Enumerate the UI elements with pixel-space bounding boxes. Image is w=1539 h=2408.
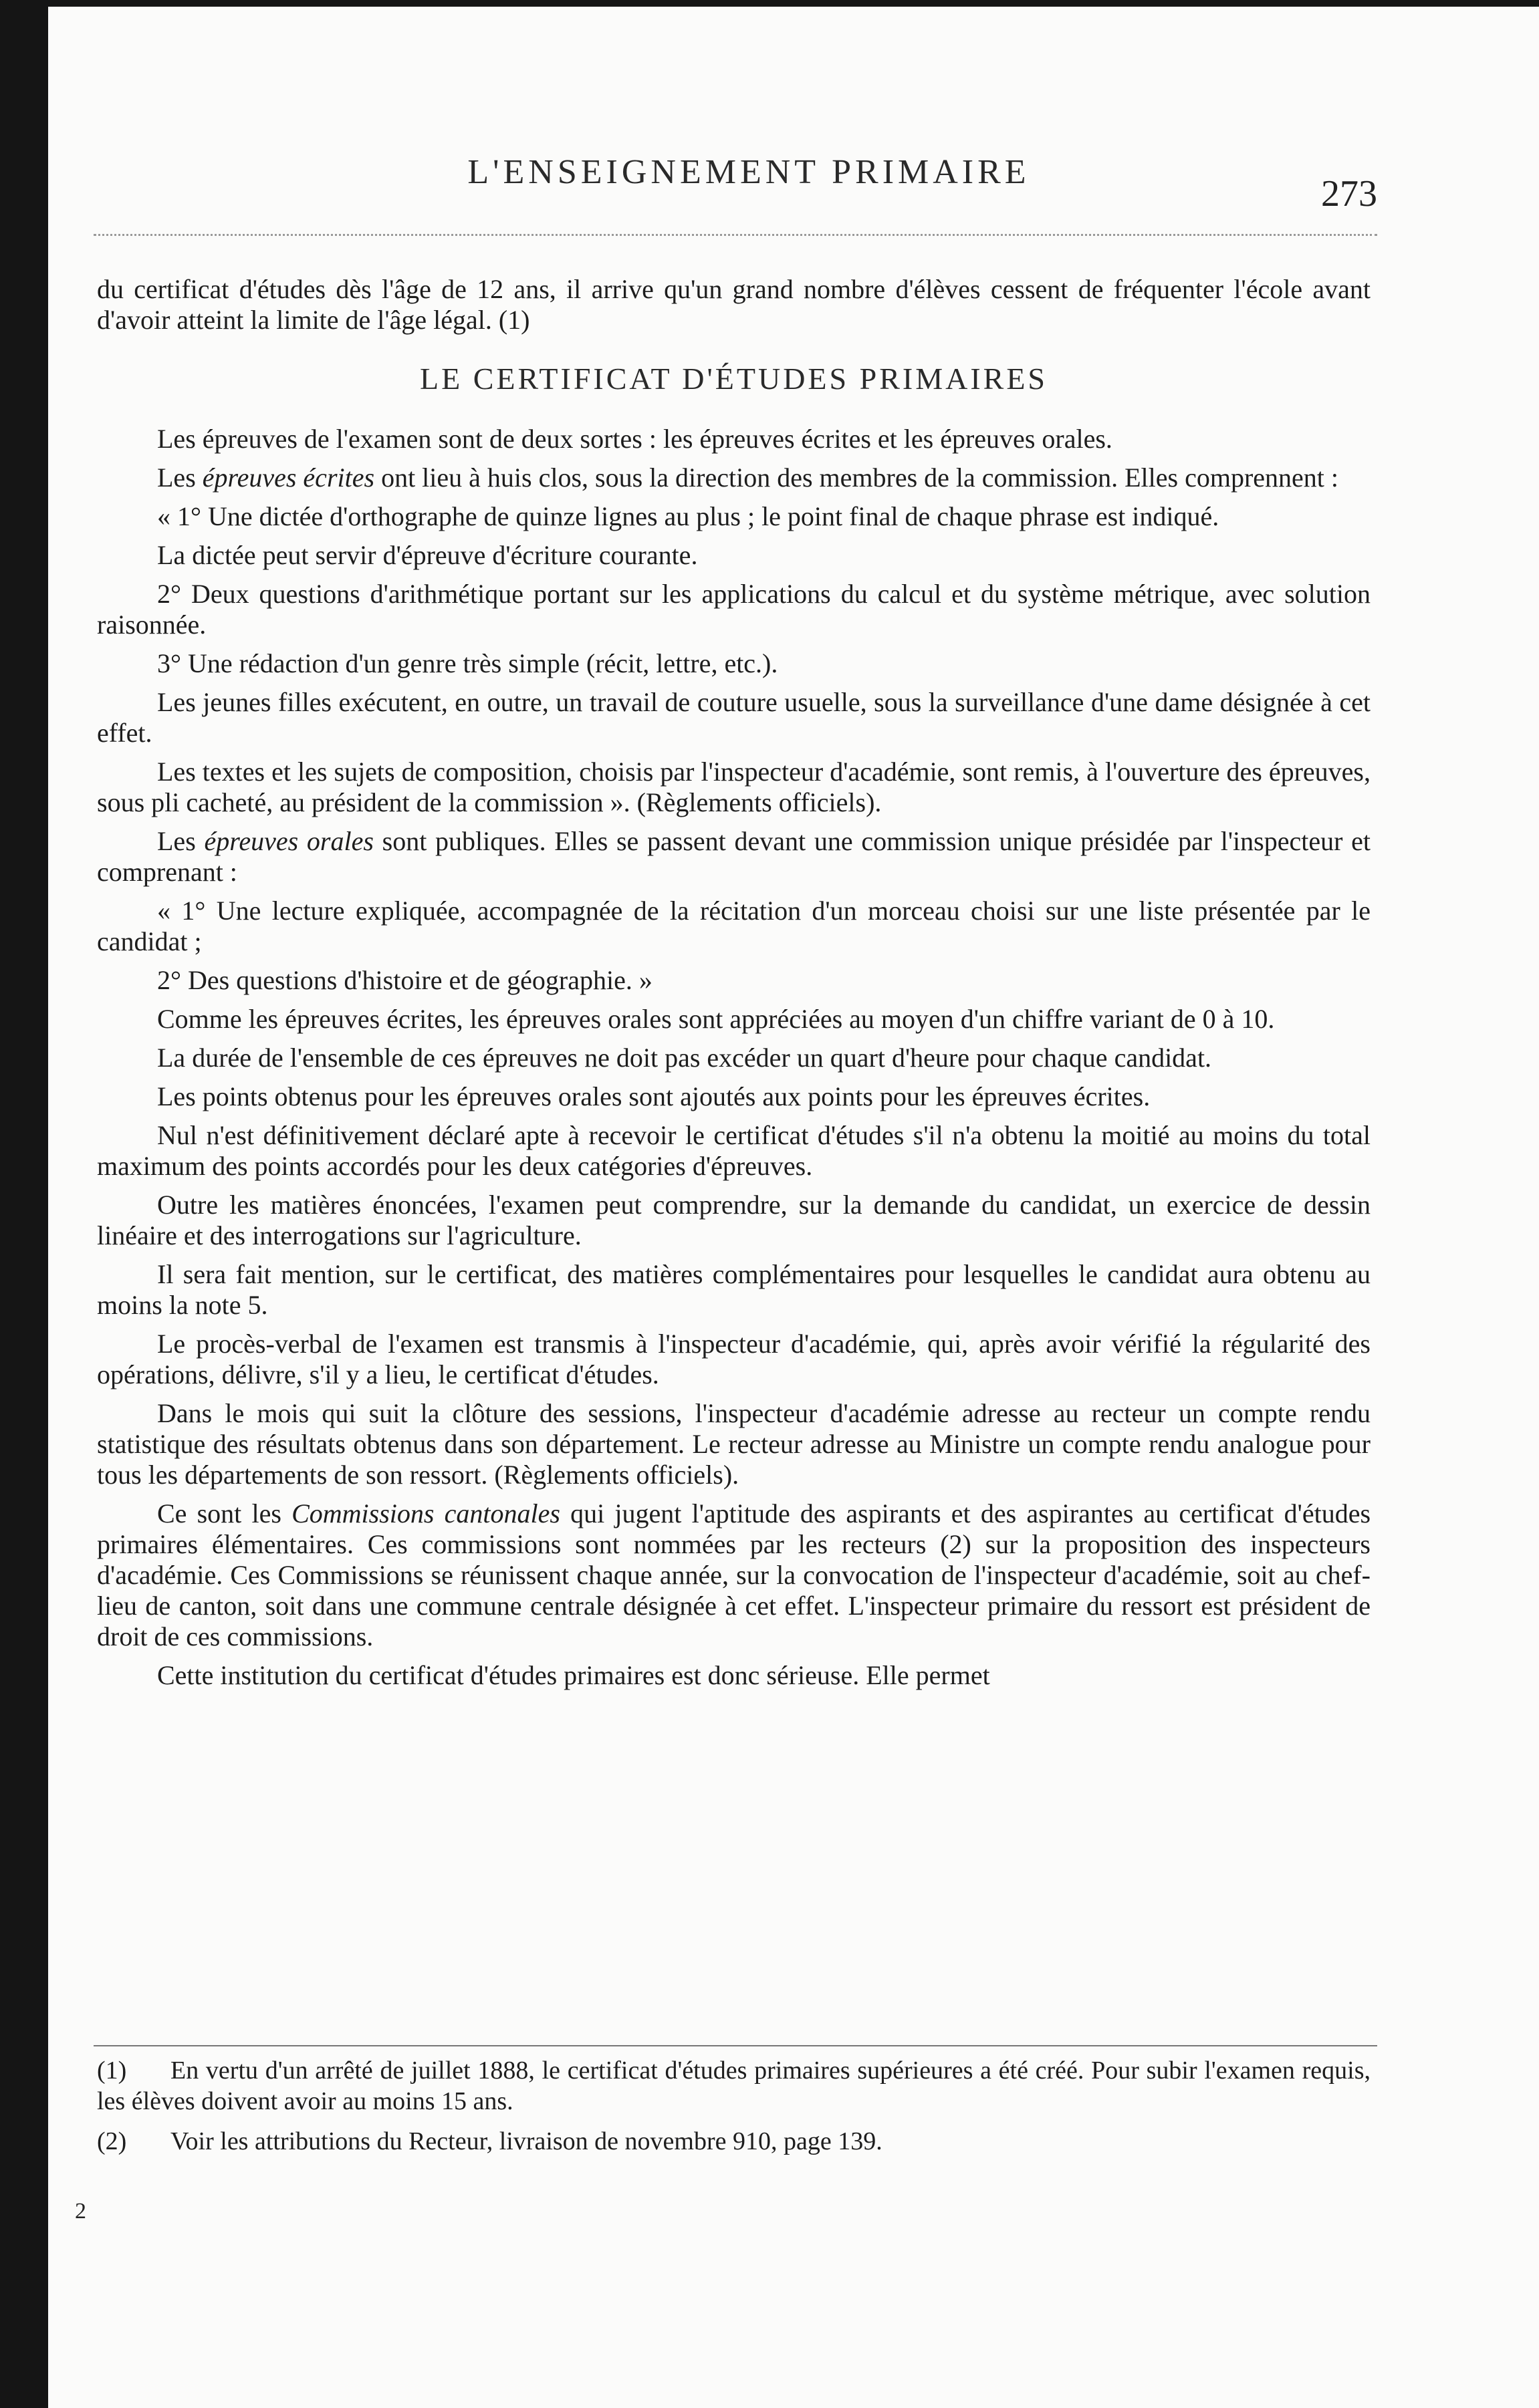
orales-italic: épreuves orales xyxy=(204,826,374,856)
paragraph-outre: Outre les matières énoncées, l'examen peut comprendre, sur la demande du candidat, un exercice de dessin linéaire et des interrogations sur l'agriculture. xyxy=(97,1190,1371,1250)
running-head: L'ENSEIGNEMENT PRIMAIRE xyxy=(467,153,1030,191)
ecrites-italic: épreuves écrites xyxy=(202,462,375,493)
list-item-orales-1: « 1° Une lecture expliquée, accompagnée de la récitation d'un morceau choisi sur une liste présentée par le candidat ; xyxy=(97,896,1371,956)
footnote-1-mark: (1) xyxy=(97,2056,127,2085)
paragraph-orales xyxy=(97,826,1371,888)
body-text xyxy=(97,274,1371,1699)
paragraph-points: Les points obtenus pour les épreuves orales sont ajoutés aux points pour les épreuves écrites. xyxy=(157,1081,1151,1111)
footnote-rule xyxy=(94,2045,1377,2046)
signature-mark: 2 xyxy=(75,2199,86,2224)
page-number: 273 xyxy=(1321,173,1377,215)
paragraph-textes: Les textes et les sujets de composition, choisis par l'inspecteur d'académie, sont remis, à l'ouverture des épreuves, sous pli cacheté, au président de la commission ». (Règlements officiels). xyxy=(97,757,1371,817)
section-title: LE CERTIFICAT D'ÉTUDES PRIMAIRES xyxy=(420,362,1048,396)
header-rule xyxy=(94,234,1377,236)
scan-border-left xyxy=(0,0,48,2408)
footnote-1-text: En vertu d'un arrêté de juillet 1888, le certificat d'études primaires supérieures a été créé. Pour subir l'examen requis, les élèves doivent avoir au moins 15 ans. xyxy=(97,2056,1371,2115)
paragraph-ecrites xyxy=(97,462,1371,493)
list-item-ecrites-2: 2° Deux questions d'arithmétique portant sur les applications du calcul et du système métrique, avec solution raisonnée. xyxy=(97,579,1371,640)
ecrites-lead: Les xyxy=(157,462,196,493)
paragraph-institution: Cette institution du certificat d'études primaires est donc sérieuse. Elle permet xyxy=(157,1660,990,1690)
commissions-lead: Ce sont les xyxy=(157,1498,281,1528)
paragraph-mention: Il sera fait mention, sur le certificat, des matières complémentaires pour lesquelles le candidat aura obtenu au moins la note 5. xyxy=(97,1259,1371,1320)
paragraph-couture: Les jeunes filles exécutent, en outre, un travail de couture usuelle, sous la surveillance d'une dame désignée à cet effet. xyxy=(97,687,1371,748)
paragraph-commissions xyxy=(97,1498,1371,1652)
list-item-ecrites-1: « 1° Une dictée d'orthographe de quinze lignes au plus ; le point final de chaque phrase est indiqué. xyxy=(157,501,1219,531)
footnote-1 xyxy=(97,2055,1371,2117)
list-item-orales-2: 2° Des questions d'histoire et de géographie. » xyxy=(157,965,653,995)
orales-rest: sont publiques. Elles se passent devant une commission unique présidée par l'inspecteur et comprenant : xyxy=(97,826,1371,887)
commissions-rest: qui jugent l'aptitude des aspirants et des aspirantes au certificat d'études primaires élémentaires. Ces commissions sont nommées par les recteurs (2) sur la proposition des inspecteurs d'académie. Ces Commissions se réunissent chaque année, sur la convocation de l'inspecteur d'académie, soit au chef-lieu de canton, soit dans une commune centrale désignée à cet effet. L'inspecteur primaire du ressort est président de droit de ces commissions. xyxy=(97,1498,1371,1651)
paragraph-proces-verbal: Le procès-verbal de l'examen est transmis à l'inspecteur d'académie, qui, après avoir vérifié la régularité des opérations, délivre, s'il y a lieu, le certificat d'études. xyxy=(97,1329,1371,1389)
footnotes xyxy=(97,2055,1371,2166)
paragraph-nul: Nul n'est définitivement déclaré apte à recevoir le certificat d'études s'il n'a obtenu la moitié au moins du total maximum des points accordés pour les deux catégories d'épreuves. xyxy=(97,1120,1371,1181)
paragraph-chiffre: Comme les épreuves écrites, les épreuves orales sont appréciées au moyen d'un chiffre variant de 0 à 10. xyxy=(157,1004,1275,1034)
paragraph-duree: La durée de l'ensemble de ces épreuves ne doit pas excéder un quart d'heure pour chaque candidat. xyxy=(157,1043,1212,1073)
footnote-2-mark: (2) xyxy=(97,2127,127,2155)
paragraph-mois: Dans le mois qui suit la clôture des sessions, l'inspecteur d'académie adresse au recteur un compte rendu statistique des résultats obtenus dans son département. Le recteur adresse au Ministre un compte rendu analogue pour tous les départements de son ressort. (Règlements officiels). xyxy=(97,1398,1371,1490)
footnote-2-text: Voir les attributions du Recteur, livraison de novembre 910, page 139. xyxy=(170,2127,882,2155)
orales-lead: Les xyxy=(157,826,196,856)
paragraph-epreuves: Les épreuves de l'examen sont de deux sortes : les épreuves écrites et les épreuves orales. xyxy=(157,424,1112,454)
footnote-2 xyxy=(97,2126,1371,2157)
paragraph-continuation: du certificat d'études dès l'âge de 12 ans, il arrive qu'un grand nombre d'élèves cessent de fréquenter l'école avant d'avoir atteint la limite de l'âge légal. (1) xyxy=(97,274,1371,335)
scan-border-top xyxy=(0,0,1539,7)
ecrites-rest: ont lieu à huis clos, sous la direction des membres de la commission. Elles comprennent : xyxy=(381,462,1338,493)
commissions-italic: Commissions cantonales xyxy=(291,1498,560,1528)
list-item-ecrites-3: 3° Une rédaction d'un genre très simple (récit, lettre, etc.). xyxy=(157,648,778,678)
list-item-ecrites-1b: La dictée peut servir d'épreuve d'écriture courante. xyxy=(157,540,698,570)
